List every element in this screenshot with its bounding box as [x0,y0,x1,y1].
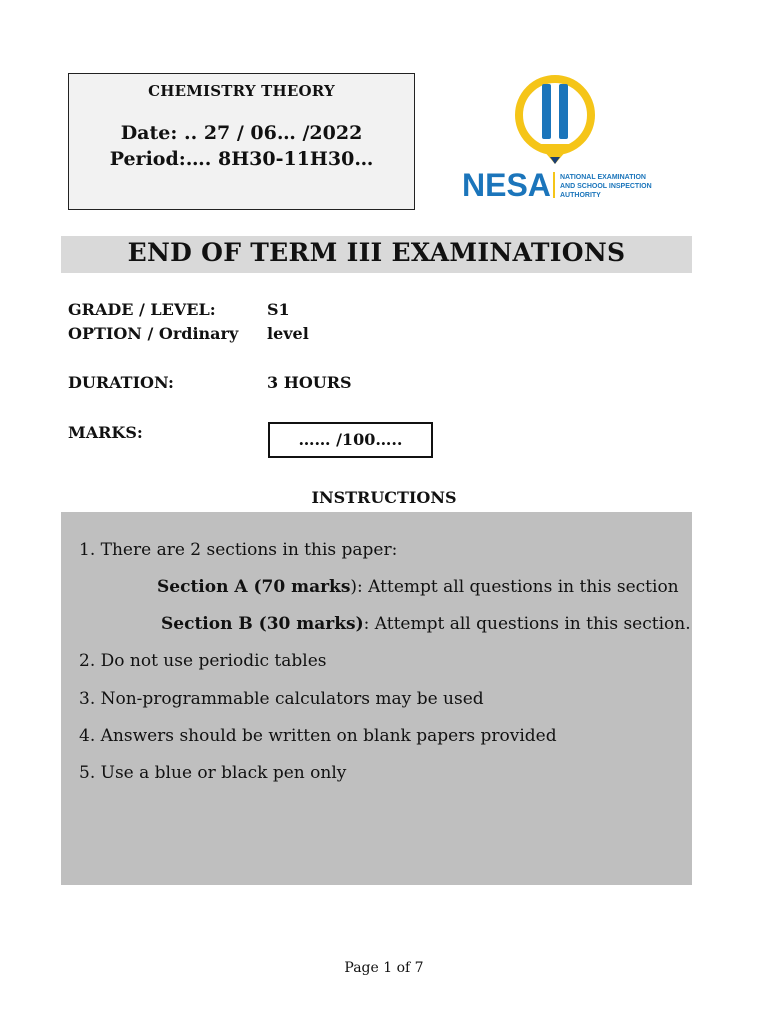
section-b-label: Section B (30 marks) [161,614,364,634]
nesa-logo [460,72,670,207]
page-number: Page 1 of 7 [344,960,424,976]
instruction-2: 2. Do not use periodic tables [79,651,327,671]
duration-value: 3 HOURS [267,373,352,392]
exam-title: END OF TERM III EXAMINATIONS [61,236,692,273]
instruction-1: 1. There are 2 sections in this paper: [79,540,398,560]
logo-divider [553,172,555,198]
logo-line-2: AND SCHOOL INSPECTION [560,183,652,190]
logo-pencil-point [550,157,560,164]
exam-date: Date: .. 27 / 06… /2022 [120,122,363,144]
instruction-3: 3. Non-programmable calculators may be used [79,689,484,709]
option-value: level [267,324,309,343]
section-a-label: Section A (70 marks [157,577,351,597]
logo-line-1: NATIONAL EXAMINATION [560,174,646,181]
grade-label: GRADE / LEVEL: [68,300,216,319]
exam-header-box [68,73,415,210]
section-b-text: : Attempt all questions in this section. [363,614,691,634]
subject-title: CHEMISTRY THEORY [148,82,335,100]
marks-label: MARKS: [68,423,143,442]
logo-line-3: AUTHORITY [560,192,601,199]
section-a-text: ): Attempt all questions in this section [350,577,679,597]
exam-period: Period:…. 8H30-11H30… [109,148,374,170]
instruction-section-b [161,614,691,634]
logo-acronym: NESA [462,167,551,203]
instructions-box [61,512,692,885]
marks-box: …… /100….. [268,422,433,458]
logo-ring [519,79,591,151]
grade-value: S1 [267,300,290,319]
instruction-4: 4. Answers should be written on blank papers provided [79,726,557,746]
logo-bar-left [542,84,551,139]
instruction-5: 5. Use a blue or black pen only [79,763,347,783]
duration-label: DURATION: [68,373,174,392]
option-label: OPTION / Ordinary [68,324,239,343]
instructions-heading: INSTRUCTIONS [311,488,457,507]
instruction-section-a [157,577,679,597]
logo-bar-right [559,84,568,139]
